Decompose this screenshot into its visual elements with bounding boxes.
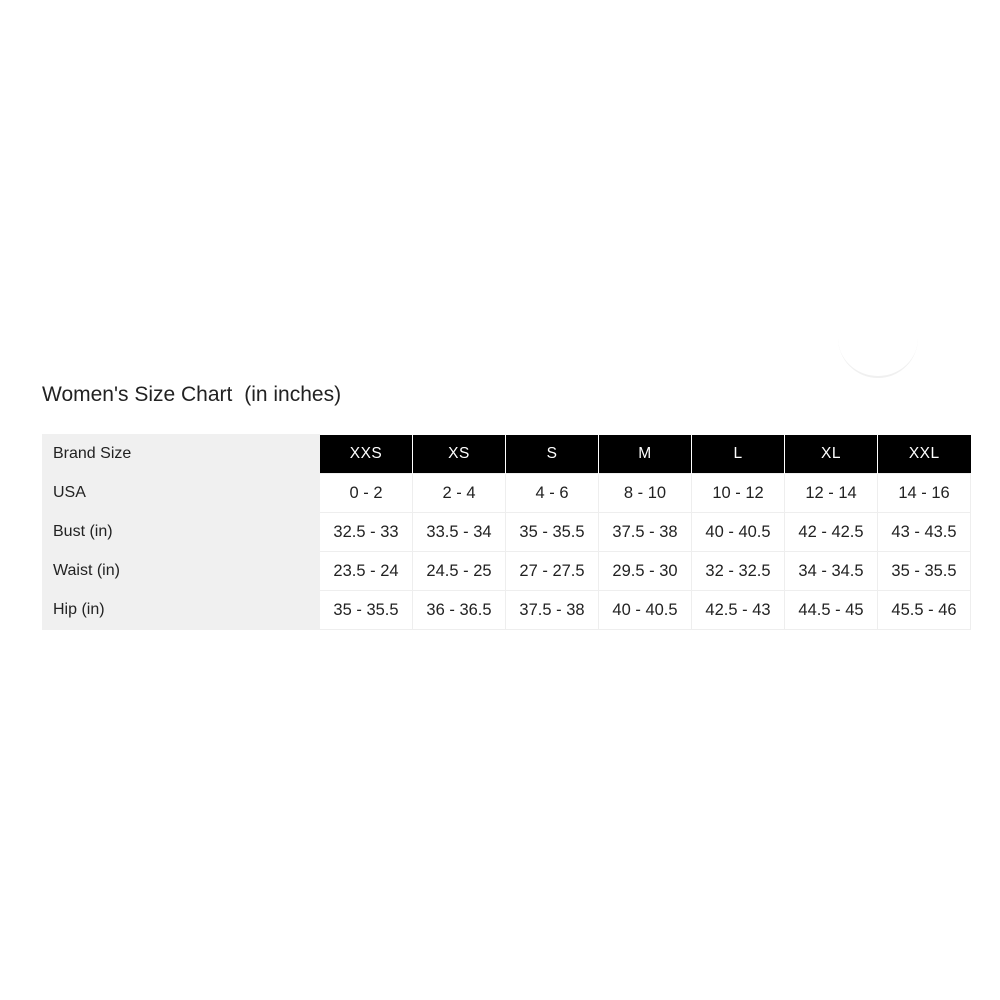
table-cell: 10 - 12 bbox=[692, 474, 785, 513]
table-cell: 27 - 27.5 bbox=[506, 552, 599, 591]
table-cell: 42 - 42.5 bbox=[785, 513, 878, 552]
table-cell: 45.5 - 46 bbox=[878, 591, 971, 630]
table-cell: 35 - 35.5 bbox=[506, 513, 599, 552]
table-cell: 37.5 - 38 bbox=[506, 591, 599, 630]
table-cell: 14 - 16 bbox=[878, 474, 971, 513]
brand-size-label: Brand Size bbox=[43, 435, 320, 474]
chart-title-unit: (in inches) bbox=[244, 383, 342, 406]
row-label: USA bbox=[43, 474, 320, 513]
table-cell: 33.5 - 34 bbox=[413, 513, 506, 552]
table-cell: 40 - 40.5 bbox=[692, 513, 785, 552]
header-row bbox=[43, 435, 971, 474]
table-cell: 2 - 4 bbox=[413, 474, 506, 513]
table-cell: 36 - 36.5 bbox=[413, 591, 506, 630]
chart-title-main: Women's Size Chart bbox=[42, 383, 233, 406]
decorative-arc bbox=[838, 320, 918, 378]
size-header: XXS bbox=[320, 435, 413, 474]
table-cell: 24.5 - 25 bbox=[413, 552, 506, 591]
table-cell: 32 - 32.5 bbox=[692, 552, 785, 591]
table-cell: 32.5 - 33 bbox=[320, 513, 413, 552]
size-header: S bbox=[506, 435, 599, 474]
table-row bbox=[43, 552, 971, 591]
size-header: XS bbox=[413, 435, 506, 474]
table-row bbox=[43, 513, 971, 552]
table-cell: 35 - 35.5 bbox=[878, 552, 971, 591]
size-chart-table bbox=[42, 434, 971, 630]
table-cell: 4 - 6 bbox=[506, 474, 599, 513]
size-header: XXL bbox=[878, 435, 971, 474]
size-header: L bbox=[692, 435, 785, 474]
table-cell: 12 - 14 bbox=[785, 474, 878, 513]
table-cell: 8 - 10 bbox=[599, 474, 692, 513]
table-row bbox=[43, 474, 971, 513]
table-cell: 0 - 2 bbox=[320, 474, 413, 513]
table-cell: 44.5 - 45 bbox=[785, 591, 878, 630]
row-label: Waist (in) bbox=[43, 552, 320, 591]
size-header: XL bbox=[785, 435, 878, 474]
row-label: Hip (in) bbox=[43, 591, 320, 630]
table-cell: 23.5 - 24 bbox=[320, 552, 413, 591]
size-header: M bbox=[599, 435, 692, 474]
chart-title bbox=[42, 383, 341, 407]
table-cell: 43 - 43.5 bbox=[878, 513, 971, 552]
table-cell: 29.5 - 30 bbox=[599, 552, 692, 591]
table-cell: 34 - 34.5 bbox=[785, 552, 878, 591]
row-label: Bust (in) bbox=[43, 513, 320, 552]
table-cell: 40 - 40.5 bbox=[599, 591, 692, 630]
table-cell: 37.5 - 38 bbox=[599, 513, 692, 552]
table-cell: 35 - 35.5 bbox=[320, 591, 413, 630]
table-cell: 42.5 - 43 bbox=[692, 591, 785, 630]
table-row bbox=[43, 591, 971, 630]
